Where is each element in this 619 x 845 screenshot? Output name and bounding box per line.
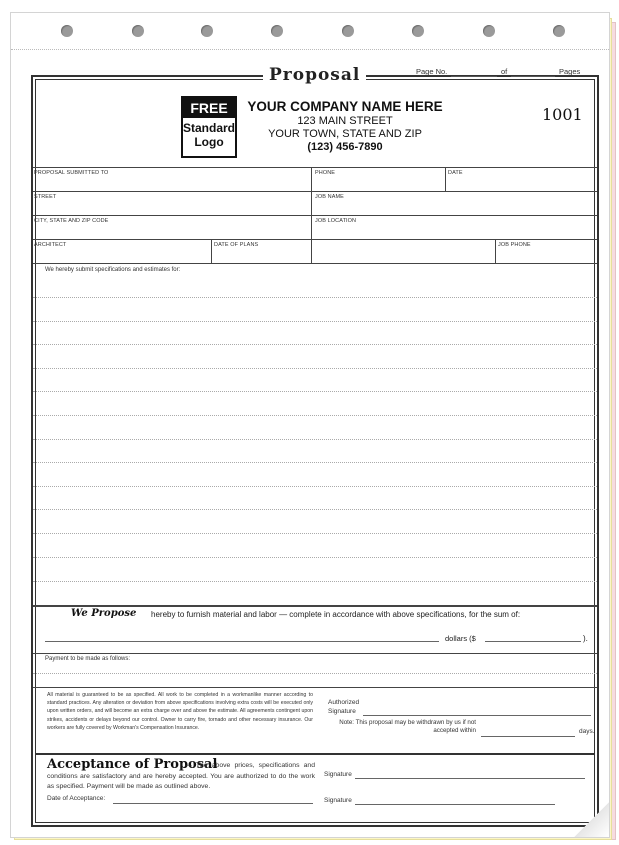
writing-line bbox=[33, 557, 597, 558]
date-of-plans-field[interactable]: DATE OF PLANS bbox=[214, 242, 259, 248]
dollars-close: ). bbox=[583, 634, 588, 643]
grid-rule bbox=[311, 167, 312, 263]
form-number: 1001 bbox=[542, 105, 583, 124]
architect-field[interactable]: ARCHITECT bbox=[34, 242, 67, 248]
punch-hole bbox=[553, 25, 565, 37]
grid-rule bbox=[211, 239, 212, 263]
writing-line bbox=[33, 368, 597, 369]
page-no-field[interactable] bbox=[451, 76, 497, 77]
city-state-zip-field[interactable]: CITY, STATE AND ZIP CODE bbox=[34, 218, 109, 224]
punch-hole-strip bbox=[11, 13, 610, 53]
logo-logo-text: Logo bbox=[194, 135, 224, 149]
company-phone: (123) 456-7890 bbox=[307, 141, 383, 153]
authorized-signature-label bbox=[328, 698, 359, 716]
specs-intro: We hereby submit specifications and estimates for: bbox=[45, 267, 181, 273]
punch-hole bbox=[201, 25, 213, 37]
terms-text: All material is guaranteed to be as specified. All work to be completed in a workmanlike manner according to standard practices. Any alteration or deviation from above specifications involving extra costs will be executed only upon written orders, and will become an extra charge over and above the estimate. All agreements contingent upon strikes, accidents or delays beyond our control. Owner to carry fire, tornado and other necessary insurance. Our workers are fully covered by Workman's Compensation Insurance. bbox=[47, 692, 313, 731]
payment-label: Payment to be made as follows: bbox=[45, 656, 131, 662]
section-rule bbox=[33, 653, 597, 654]
withdrawal-note: Note: This proposal may be withdrawn by us if not accepted within bbox=[339, 719, 476, 734]
authorized-signature-field[interactable] bbox=[363, 715, 591, 716]
page-of-label: of bbox=[501, 67, 508, 76]
proposal-form-sheet bbox=[10, 12, 610, 838]
writing-line bbox=[33, 321, 597, 322]
punch-hole bbox=[61, 25, 73, 37]
logo-free-text: FREE bbox=[183, 98, 235, 118]
days-field[interactable] bbox=[481, 736, 575, 737]
date-field[interactable]: DATE bbox=[448, 170, 463, 176]
writing-line bbox=[33, 533, 597, 534]
company-info bbox=[245, 99, 445, 153]
grid-rule bbox=[445, 167, 446, 191]
job-name-field[interactable]: JOB NAME bbox=[315, 194, 344, 200]
grid-rule bbox=[33, 191, 597, 192]
section-rule bbox=[33, 687, 597, 688]
writing-line bbox=[33, 486, 597, 487]
punch-hole bbox=[483, 25, 495, 37]
grid-rule bbox=[33, 239, 597, 240]
propose-text: hereby to furnish material and labor — complete in accordance with above specifications, for the sum of: bbox=[151, 610, 521, 619]
date-of-acceptance-label: Date of Acceptance: bbox=[47, 795, 106, 802]
street-field[interactable]: STREET bbox=[34, 194, 57, 200]
grid-rule bbox=[33, 263, 597, 264]
job-phone-field[interactable]: JOB PHONE bbox=[498, 242, 531, 248]
grid-rule bbox=[33, 167, 597, 168]
company-city: YOUR TOWN, STATE AND ZIP bbox=[268, 128, 422, 140]
page-no-label: Page No. bbox=[416, 67, 448, 76]
page-count-field[interactable] bbox=[511, 76, 555, 77]
signature-field-1[interactable] bbox=[355, 778, 585, 779]
writing-line bbox=[33, 415, 597, 416]
acceptance-title: Acceptance of Proposal bbox=[47, 757, 218, 772]
payment-line[interactable] bbox=[33, 673, 597, 674]
grid-rule bbox=[33, 215, 597, 216]
job-location-field[interactable]: JOB LOCATION bbox=[315, 218, 357, 224]
writing-line bbox=[33, 297, 597, 298]
dollars-label: dollars ($ bbox=[445, 634, 476, 643]
date-of-acceptance-field[interactable] bbox=[113, 803, 313, 804]
acceptance-text: — The above prices, specifications and conditions are satisfactory and are hereby accepted. You are authorized to do the work as specified. Payment will be made as outlined above. bbox=[47, 762, 315, 790]
writing-line bbox=[33, 462, 597, 463]
submitted-to-field[interactable]: PROPOSAL SUBMITTED TO bbox=[34, 170, 109, 176]
writing-line bbox=[33, 344, 597, 345]
section-rule bbox=[33, 605, 597, 607]
pages-label: Pages bbox=[559, 67, 581, 76]
company-name: YOUR COMPANY NAME HERE bbox=[247, 99, 443, 114]
amount-number-field[interactable] bbox=[485, 641, 581, 642]
logo-standard-text: Standard bbox=[183, 121, 236, 135]
punch-hole bbox=[271, 25, 283, 37]
perforation-line bbox=[11, 49, 610, 50]
punch-hole bbox=[342, 25, 354, 37]
writing-line bbox=[33, 581, 597, 582]
form-title: Proposal bbox=[263, 65, 366, 85]
amount-words-field[interactable] bbox=[45, 641, 439, 642]
signature-label-2: Signature bbox=[324, 797, 352, 804]
authorized-line2: Signature bbox=[328, 708, 356, 715]
company-logo bbox=[181, 96, 237, 158]
signature-label-1: Signature bbox=[324, 771, 352, 778]
we-propose-heading: We Propose bbox=[71, 608, 137, 619]
phone-field[interactable]: PHONE bbox=[315, 170, 336, 176]
days-label: days. bbox=[579, 728, 595, 735]
punch-hole bbox=[412, 25, 424, 37]
writing-line bbox=[33, 509, 597, 510]
signature-field-2[interactable] bbox=[355, 804, 555, 805]
company-street: 123 MAIN STREET bbox=[297, 115, 393, 127]
punch-hole bbox=[132, 25, 144, 37]
grid-rule bbox=[495, 239, 496, 263]
writing-line bbox=[33, 439, 597, 440]
authorized-line1: Authorized bbox=[328, 699, 360, 706]
writing-line bbox=[33, 391, 597, 392]
